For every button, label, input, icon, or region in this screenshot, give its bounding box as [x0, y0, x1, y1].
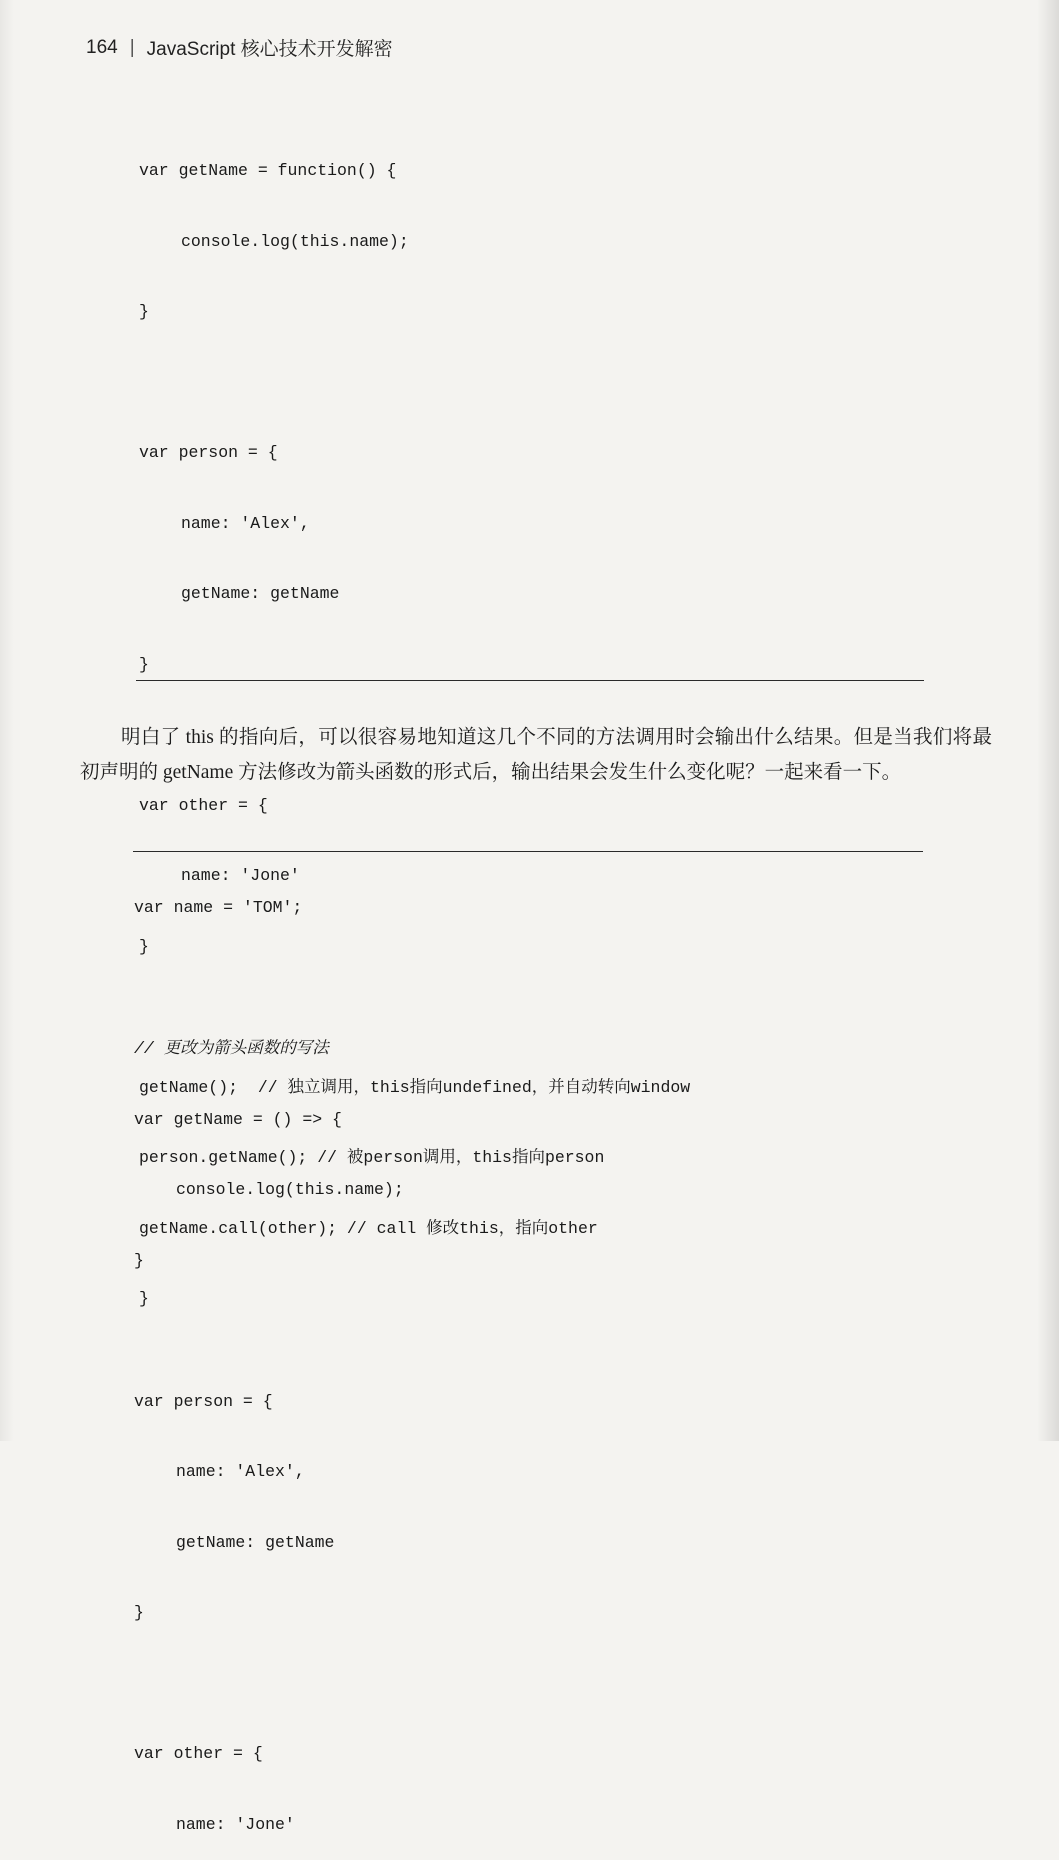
code-line: var other = {: [139, 795, 268, 815]
code-line: }: [134, 1603, 144, 1622]
code-line: }: [139, 654, 149, 674]
code-line: name: 'Jone': [181, 866, 300, 885]
code-comment-line: // 更改为箭头函数的写法: [134, 1039, 329, 1058]
page-edge-shadow: [1037, 0, 1059, 1441]
code-line: }: [139, 936, 149, 956]
code-line: person.getName(); // 被person调用，this指向person: [139, 1148, 605, 1167]
code-block-top-rule: [133, 851, 923, 852]
page-number: 164: [86, 36, 118, 58]
code-line: name: 'Alex',: [176, 1462, 305, 1481]
code-block-2: [134, 854, 404, 1860]
header-separator: |: [129, 36, 135, 58]
code-line: var getName = () => {: [134, 1109, 342, 1129]
code-line: getName.call(other); // call 修改this，指向other: [139, 1218, 598, 1238]
code-line: getName: getName: [176, 1532, 335, 1552]
code-line: var person = {: [134, 1391, 273, 1411]
page-header: [86, 34, 393, 61]
code-line: }: [139, 302, 149, 321]
code-line: var person = {: [139, 443, 278, 462]
body-paragraph: 明白了 this 的指向后，可以很容易地知道这几个不同的方法调用时会输出什么结果。但是当我们将最初声明的 getName 方法修改为箭头函数的形式后，输出结果会发生什么变化呢？一起来看一下。: [80, 727, 992, 783]
code-line: name: 'Alex',: [181, 513, 310, 533]
code-line: }: [139, 1289, 149, 1308]
code-line: getName(); // 独立调用，this指向undefined，并自动转向window: [139, 1077, 691, 1097]
code-line: console.log(this.name);: [181, 231, 409, 251]
code-line: console.log(this.name);: [176, 1180, 404, 1199]
book-title: JavaScript 核心技术开发解密: [146, 39, 393, 60]
code-line: name: 'Jone': [176, 1814, 295, 1834]
code-line: var getName = function() {: [139, 161, 397, 180]
code-line: getName: getName: [181, 584, 340, 603]
code-line: var name = 'TOM';: [134, 898, 303, 917]
page-gutter-shadow: [0, 0, 14, 1441]
code-line: }: [134, 1250, 144, 1270]
code-block-bottom-rule: [136, 680, 924, 681]
code-line: var other = {: [134, 1744, 263, 1763]
